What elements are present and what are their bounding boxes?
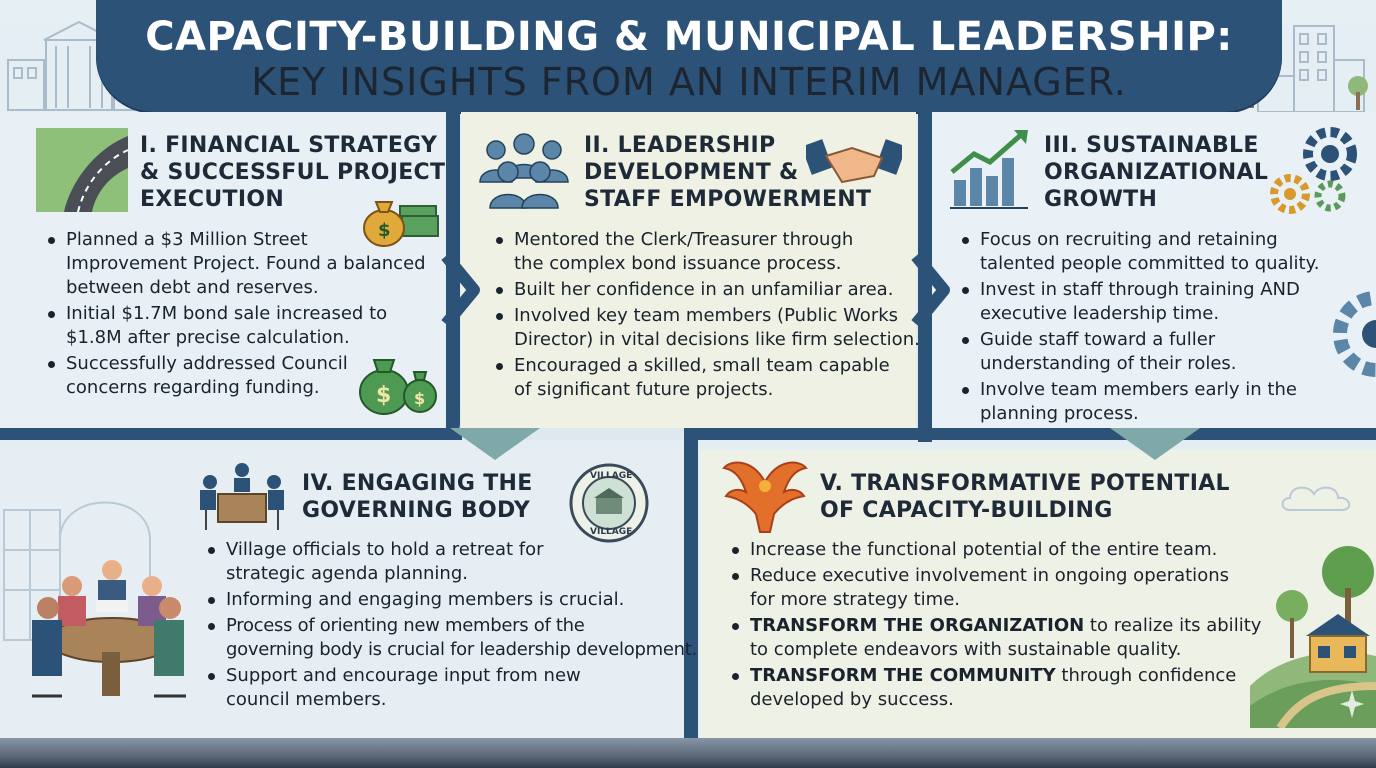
frame-divider	[684, 428, 932, 440]
sparkle-icon	[1340, 690, 1364, 718]
svg-text:$: $	[376, 383, 392, 408]
village-seal-icon	[568, 462, 650, 544]
title-line-1: CAPACITY-BUILDING & MUNICIPAL LEADERSHIP:	[145, 14, 1233, 60]
list-item: Informing and engaging members is crucial.	[206, 588, 697, 612]
list-item: Planned a $3 Million Street Improvement Project. Found a balanced between debt and reserves.	[46, 228, 426, 300]
list-item: Invest in staff through training AND executive leadership time.	[960, 278, 1319, 326]
list-item: Process of orienting new members of the governing body is crucial for leadership development.	[206, 614, 697, 662]
list-item: TRANSFORM THE ORGANIZATION to realize its ability to complete endeavors with sustainable quality.	[730, 614, 1261, 662]
frame-divider	[0, 428, 462, 440]
list-item: Support and encourage input from new council members.	[206, 664, 697, 712]
handshake-icon	[806, 136, 902, 188]
svg-text:VILLAGE: VILLAGE	[590, 527, 633, 537]
pointer-notch-icon	[450, 428, 540, 462]
meeting-icon	[196, 460, 288, 532]
leadership-bullets	[494, 228, 920, 404]
title-line-2: KEY INSIGHTS FROM AN INTERIM MANAGER.	[251, 60, 1127, 104]
title-banner	[96, 0, 1282, 112]
svg-text:$: $	[378, 220, 391, 241]
section-title: III. SUSTAINABLE ORGANIZATIONAL GROWTH	[1044, 133, 1269, 212]
footer-strip	[0, 738, 1376, 768]
council-table-icon	[26, 556, 194, 706]
gears-icon	[1266, 124, 1366, 220]
section-title: IV. ENGAGING THE GOVERNING BODY	[302, 471, 533, 523]
road-icon	[36, 128, 128, 212]
list-item: Village officials to hold a retreat for strategic agenda planning.	[206, 538, 697, 586]
list-item: Involved key team members (Public Works Director) in vital decisions like firm selection.	[494, 304, 920, 352]
section-title: V. TRANSFORMATIVE POTENTIAL OF CAPACITY-BUILDING	[820, 471, 1230, 523]
pointer-notch-icon	[1110, 428, 1200, 462]
money-bags-icon	[356, 348, 440, 416]
svg-text:VILLAGE: VILLAGE	[590, 471, 633, 481]
list-item: Mentored the Clerk/Treasurer through the complex bond issuance process.	[494, 228, 920, 276]
list-item: Focus on recruiting and retaining talented people committed to quality.	[960, 228, 1319, 276]
list-item: Reduce executive involvement in ongoing operations for more strategy time.	[730, 564, 1261, 612]
team-icon	[474, 128, 574, 214]
transformative-bullets	[730, 538, 1261, 714]
growth-chart-icon	[948, 128, 1030, 210]
list-item: Guide staff toward a fuller understanding of their roles.	[960, 328, 1319, 376]
emphasis-text: TRANSFORM THE COMMUNITY	[750, 665, 1056, 686]
phoenix-icon	[722, 452, 808, 536]
cloud-icon	[1276, 478, 1372, 518]
section-title: II. LEADERSHIP DEVELOPMENT & STAFF EMPOWERMENT	[584, 133, 872, 212]
growth-bullets	[960, 228, 1319, 428]
list-item: Built her confidence in an unfamiliar area.	[494, 278, 920, 302]
list-item: TRANSFORM THE COMMUNITY through confidence developed by success.	[730, 664, 1261, 712]
list-item: Initial $1.7M bond sale increased to $1.8M after precise calculation.	[46, 302, 426, 350]
emphasis-text: TRANSFORM THE ORGANIZATION	[750, 615, 1085, 636]
list-item: Increase the functional potential of the entire team.	[730, 538, 1261, 562]
gear-icon	[1326, 284, 1376, 384]
list-item: Encouraged a skilled, small team capable of significant future projects.	[494, 354, 920, 402]
governing-bullets	[206, 538, 697, 714]
svg-text:$: $	[414, 389, 426, 408]
arrow-connector-icon	[440, 250, 480, 330]
section-title: I. FINANCIAL STRATEGY & SUCCESSFUL PROJECT EXECUTION	[140, 133, 446, 212]
list-item: Successfully addressed Council concerns regarding funding.	[46, 352, 426, 400]
list-item: Involve team members early in the planning process.	[960, 378, 1319, 426]
